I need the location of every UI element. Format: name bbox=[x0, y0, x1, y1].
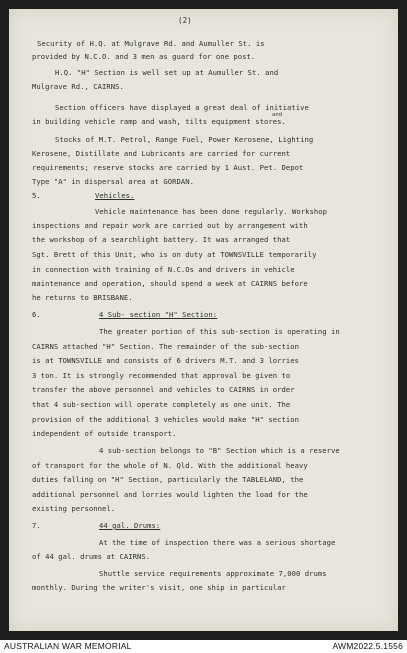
text-line: maintenance and operation, should spend a week at CAIRNS before bbox=[32, 279, 308, 288]
text-line: additional personnel and lorries would lighten the load for the bbox=[32, 490, 308, 499]
text-line: provision of the additional 3 vehicles would make "H" section bbox=[32, 415, 300, 424]
interlinear-insert: and bbox=[272, 112, 283, 118]
text-line: Sgt. Brett of this Unit, who is on duty at TOWNSVILLE temporarily bbox=[32, 250, 317, 259]
text-line: provided by N.C.O. and 3 men as guard for one post. bbox=[32, 52, 256, 61]
footer-institution: AUSTRALIAN WAR MEMORIAL bbox=[4, 641, 132, 651]
text-line: transfer the above personnel and vehicles to CAIRNS in order bbox=[32, 385, 295, 394]
text-line: the workshop of a searchlight battery. It was arranged that bbox=[32, 235, 291, 244]
text-line: H.Q. "H" Section is well set up at Aumuller St. and bbox=[55, 68, 279, 77]
text-line: he returns to BRISBANE. bbox=[32, 293, 133, 302]
text-line: is at TOWNSVILLE and consists of 6 drivers M.T. and 3 lorries bbox=[32, 356, 300, 365]
text-line: Stocks of M.T. Petrol, Range Fuel, Power Kerosene, Lighting bbox=[55, 135, 314, 144]
section-heading: Vehicles. bbox=[95, 191, 135, 200]
text-line: Mulgrave Rd., CAIRNS. bbox=[32, 82, 124, 91]
text-line: 3 ton. It is strongly recommended that approval be given to bbox=[32, 371, 291, 380]
section-heading: 4 Sub- section "H" Section: bbox=[99, 310, 218, 319]
archive-footer bbox=[0, 640, 407, 653]
section-heading: 44 gal. Drums: bbox=[99, 521, 161, 530]
text-line: Kerosene, Distillate and Lubricants are carried for current bbox=[32, 149, 291, 158]
page-number: (2) bbox=[178, 16, 192, 25]
text-line: in connection with training of N.C.Os and drivers in vehicle bbox=[32, 265, 295, 274]
document-page bbox=[9, 9, 398, 631]
text-line: that 4 sub-section will operate completely as one unit. The bbox=[32, 400, 291, 409]
text-line: in building vehicle ramp and wash, tilts equipment stores. bbox=[32, 117, 286, 126]
text-line: existing personnel. bbox=[32, 504, 116, 513]
text-line: duties falling on "H" Section, particularly the TABLELAND, the bbox=[32, 475, 304, 484]
text-line: of transport for the whole of N. Qld. With the additional heavy bbox=[32, 461, 308, 470]
text-line: Vehicle maintenance has been done regularly. Workshop bbox=[95, 207, 327, 216]
text-line: requirements; reserve stocks are carried by 1 Aust. Pet. Depot bbox=[32, 163, 304, 172]
text-line: 4 sub-section belongs to "B" Section which is a reserve bbox=[99, 446, 340, 455]
text-line: The greater portion of this sub-section is operating in bbox=[99, 327, 340, 336]
footer-catalogue-id: AWM2022.5.1556 bbox=[332, 641, 403, 651]
text-line: Security of H.Q. at Mulgrave Rd. and Aumuller St. is bbox=[37, 39, 265, 48]
text-line: of 44 gal. drums at CAIRNS. bbox=[32, 552, 151, 561]
text-line: At the time of inspection there was a serious shortage bbox=[99, 538, 336, 547]
text-line: CAIRNS attached "H" Section. The remainder of the sub-section bbox=[32, 342, 300, 351]
text-line: independent of outside transport. bbox=[32, 429, 177, 438]
text-line: monthly. During the writer's visit, one ship in particular bbox=[32, 583, 286, 592]
text-line: Shuttle service requirements approximate 7,000 drums bbox=[99, 569, 327, 578]
section-number: 6. bbox=[32, 310, 41, 319]
section-number: 7. bbox=[32, 521, 41, 530]
text-line: Section officers have displayed a great deal of initiative bbox=[55, 103, 309, 112]
text-line: Type "A" in dispersal area at GORDAN. bbox=[32, 177, 194, 186]
section-number: 5. bbox=[32, 191, 41, 200]
text-line: inspections and repair work are carried out by arrangement with bbox=[32, 221, 308, 230]
